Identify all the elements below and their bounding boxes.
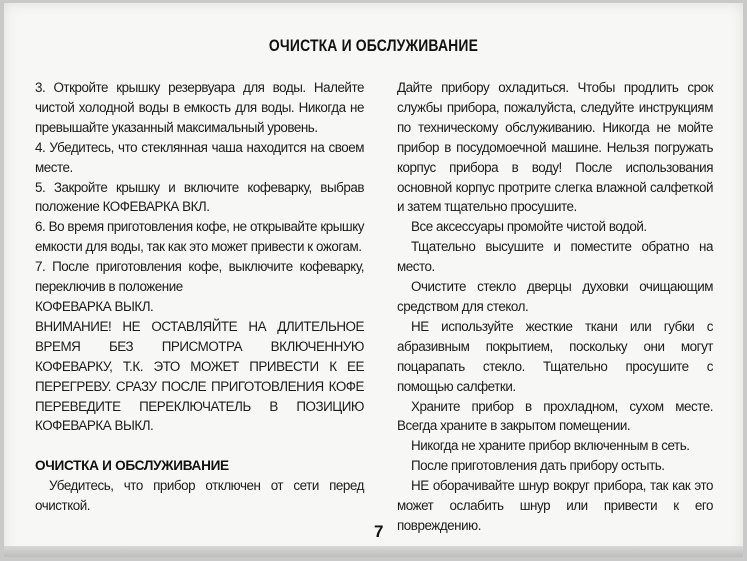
step-7-position: КОФЕВАРКА ВЫКЛ. xyxy=(35,298,154,314)
page-title: ОЧИСТКА И ОБСЛУЖИВАНИЕ xyxy=(268,36,479,55)
right-column xyxy=(397,78,713,536)
step-6-paragraph: 6. Во время приготовления кофе, не открывайте крышку емкости для воды, так как это может привести к ожогам. xyxy=(35,219,364,255)
step-4-paragraph: 4. Убедитесь, что стеклянная чаша находится на своем месте. xyxy=(35,139,364,175)
column-divider xyxy=(380,75,381,505)
warning-paragraph: ВНИМАНИЕ! НЕ ОСТАВЛЯЙТЕ НА ДЛИТЕЛЬНОЕ ВРЕМЯ БЕЗ ПРИСМОТРА ВКЛЮЧЕННУЮ КОФЕВАРКУ, Т.К. ЭТО МОЖЕТ ПРИВЕСТИ К ЕЕ ПЕРЕГРЕВУ. СРАЗУ ПОСЛЕ ПРИГОТОВЛЕНИЯ КОФЕ ПЕРЕВЕДИТЕ ПЕРЕКЛЮЧАТЕЛЬ В ПОЗИЦИЮ КОФЕВАРКА ВЫКЛ. xyxy=(35,318,364,434)
left-column xyxy=(35,78,364,516)
care-paragraph-1: Дайте прибору охладиться. Чтобы продлить срок службы прибора, пожалуйста, следуйте инструкциям по техническому обслуживанию. Никогда не мойте прибор в посудомоечной машине. Нельзя погружать корпус прибора в воду! После использования основной корпус протрите слегка влажной салфеткой и затем тщательно просушите. xyxy=(397,80,713,215)
manual-page xyxy=(4,3,743,557)
page-bottom-edge xyxy=(4,546,743,557)
care-paragraph-6: Храните прибор в прохладном, сухом месте. Всегда храните в закрытом помещении. xyxy=(397,398,713,434)
step-3-paragraph: 3. Откройте крышку резервуара для воды. Налейте чистой холодной воды в емкость для воды. Никогда не превышайте указанный максимальный уровень. xyxy=(35,80,364,135)
care-paragraph-7: Никогда не храните прибор включенным в сеть. xyxy=(411,438,690,454)
care-paragraph-5: НЕ используйте жесткие ткани или губки с абразивным покрытием, поскольку они могут поцарапать стекло. Тщательно просушите с помощью салфетки. xyxy=(397,318,713,394)
care-paragraph-8: После приготовления дать прибору остыть. xyxy=(411,458,665,474)
care-paragraph-9: НЕ оборачивайте шнур вокруг прибора, так как это может ослабить шнур или привести к его повреждению. xyxy=(397,478,713,533)
care-paragraph-3: Тщательно высушите и поместите обратно на место. xyxy=(397,239,713,275)
section-intro: Убедитесь, что прибор отключен от сети перед очисткой. xyxy=(35,478,364,514)
care-paragraph-4: Очистите стекло дверцы духовки очищающим средством для стекол. xyxy=(397,279,713,314)
section-heading: ОЧИСТКА И ОБСЛУЖИВАНИЕ xyxy=(35,458,229,474)
step-5-paragraph: 5. Закройте крышку и включите кофеварку, выбрав положение КОФЕВАРКА ВКЛ. xyxy=(35,179,364,215)
step-7-paragraph: 7. После приготовления кофе, выключите кофеварку, переключив в положение xyxy=(35,259,364,295)
care-paragraph-2: Все аксессуары промойте чистой водой. xyxy=(411,219,647,235)
page-number: 7 xyxy=(374,522,384,541)
